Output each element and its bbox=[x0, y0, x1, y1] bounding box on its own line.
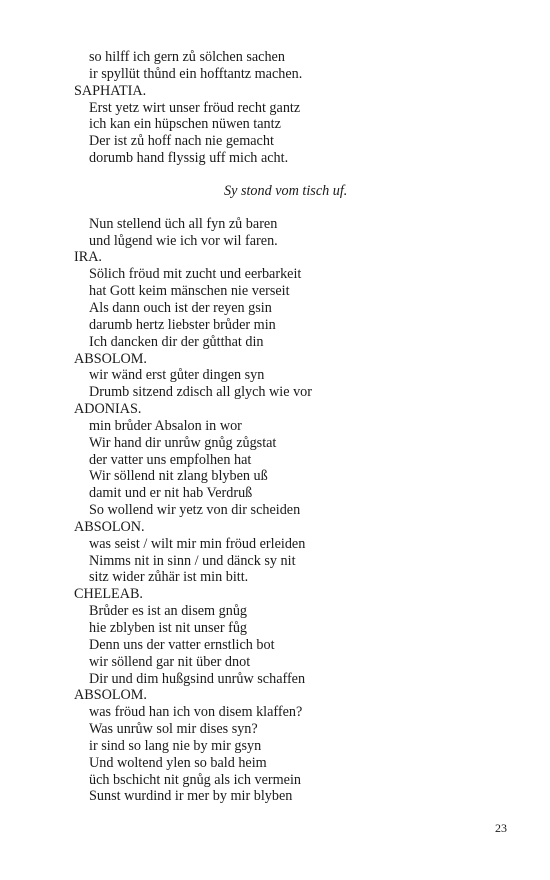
speaker-name: ADONIAS. bbox=[74, 401, 142, 418]
stage-direction: Sy stond vom tisch uf. bbox=[224, 182, 348, 199]
verse-line: Ich dancken dir der gůtthat din bbox=[89, 333, 264, 350]
speaker-name: CHELEAB. bbox=[74, 586, 143, 603]
verse-line: sitz wider zůhär ist min bitt. bbox=[89, 569, 249, 586]
verse-line: Denn uns der vatter ernstlich bot bbox=[89, 636, 275, 653]
verse-line: Erst yetz wirt unser fröud recht gantz bbox=[89, 99, 301, 116]
verse-line: hie zblyben ist nit unser fůg bbox=[89, 620, 248, 636]
stanza-gap bbox=[74, 200, 494, 216]
verse-line: Als dann ouch ist der reyen gsin bbox=[89, 299, 272, 316]
verse-line: und lůgend wie ich vor wil faren. bbox=[89, 232, 278, 249]
verse-line: Was unrůw sol mir dises syn? bbox=[89, 721, 258, 738]
verse-line: Drumb sitzend zdisch all glych wie vor bbox=[89, 384, 313, 401]
verse-line: ir spyllüt thůnd ein hofftantz machen. bbox=[89, 65, 303, 82]
speaker-name: IRA. bbox=[74, 249, 102, 266]
speaker-name: SAPHATIA. bbox=[74, 82, 147, 99]
verse-line: So wollend wir yetz von dir scheiden bbox=[89, 502, 301, 519]
verse-line: Sunst wurdind ir mer by mir blyben bbox=[89, 788, 293, 805]
verse-line: min brůder Absalon in wor bbox=[89, 417, 242, 434]
verse-line: dorumb hand flyssig uff mich acht. bbox=[89, 150, 289, 167]
verse-line: Wir söllend nit zlang blyben uß bbox=[89, 468, 268, 485]
speaker-name: ABSOLOM. bbox=[74, 687, 147, 704]
verse-line: so hilff ich gern zů sölchen sachen bbox=[89, 49, 285, 65]
page-number: 23 bbox=[495, 821, 507, 835]
verse-line: Dir und dim hußgsind unrůw schaffen bbox=[89, 670, 306, 687]
verse-line: wir wänd erst gůter dingen syn bbox=[89, 367, 265, 384]
verse-line: Nimms nit in sinn / und dänck sy nit bbox=[89, 552, 296, 569]
speaker-name: ABSOLON. bbox=[74, 518, 145, 535]
verse-line: Brůder es ist an disem gnůg bbox=[89, 603, 248, 620]
verse-line: was seist / wilt mir min fröud erleiden bbox=[89, 535, 306, 552]
verse-line: der vatter uns empfolhen hat bbox=[89, 451, 252, 468]
verse-line: üch bschicht nit gnůg als ich vermein bbox=[89, 771, 301, 788]
verse-line: Wir hand dir unrůw gnůg zůgstat bbox=[89, 434, 277, 451]
verse-line: Nun stellend üch all fyn zů baren bbox=[89, 215, 278, 232]
stanza-gap bbox=[74, 167, 494, 183]
verse-line: damit und er nit hab Verdruß bbox=[89, 485, 253, 502]
play-text bbox=[74, 49, 494, 805]
verse-line: Sölich fröud mit zucht und eerbarkeit bbox=[89, 266, 302, 283]
verse-line: ich kan ein hüpschen nüwen tantz bbox=[89, 116, 281, 133]
speaker-name: ABSOLOM. bbox=[74, 350, 147, 367]
verse-line: darumb hertz liebster brůder min bbox=[89, 316, 276, 333]
verse-line: was fröud han ich von disem klaffen? bbox=[89, 704, 303, 721]
verse-line: wir söllend gar nit über dnot bbox=[89, 653, 251, 670]
verse-line: hat Gott keim mänschen nie verseit bbox=[89, 283, 290, 300]
verse-line: ir sind so lang nie by mir gsyn bbox=[89, 737, 262, 754]
verse-line: Der ist zů hoff nach nie gemacht bbox=[89, 133, 274, 150]
verse-line: Und woltend ylen so bald heim bbox=[89, 754, 267, 771]
